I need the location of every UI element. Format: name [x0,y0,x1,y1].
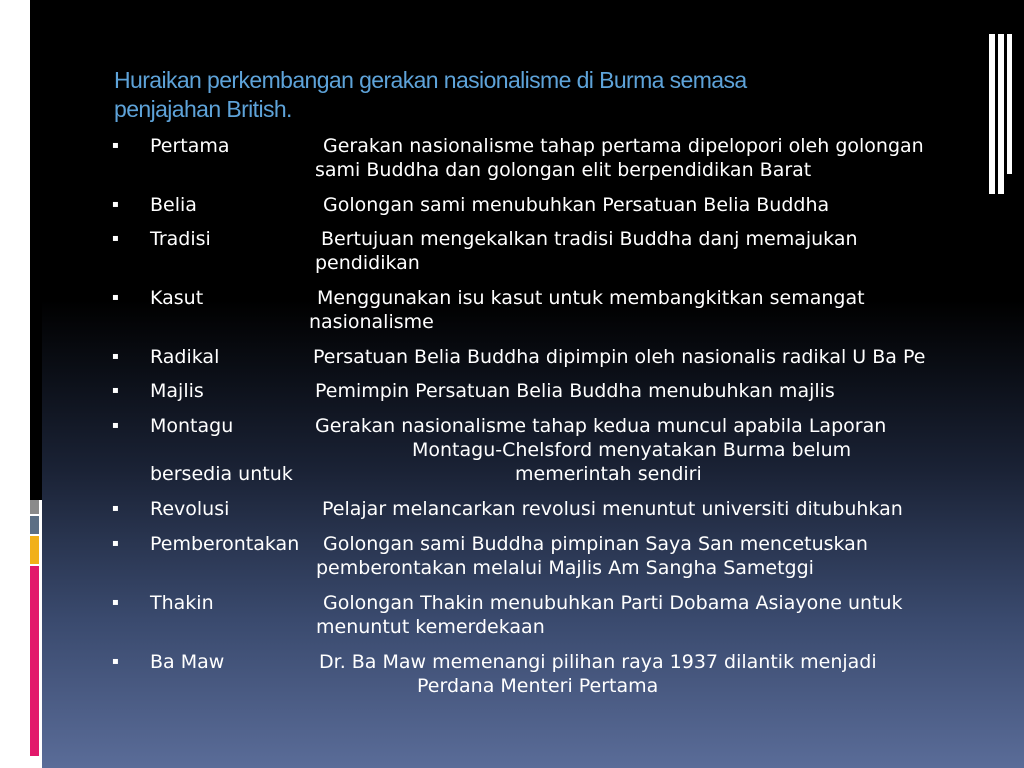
item-desc: Pemimpin Persatuan Belia Buddha menubuhkan majlis [315,380,835,402]
item-key: Pertama [150,135,230,157]
item-desc: Golongan sami menubuhkan Persatuan Belia Buddha [323,194,830,216]
slide-title [114,66,914,124]
item-desc-cont: nasionalisme [309,311,434,333]
item-desc: Golongan Thakin menubuhkan Parti Dobama Asiayone untuk [323,592,903,614]
item-desc: Dr. Ba Maw memenangi pilihan raya 1937 dilantik menjadi [319,651,877,673]
item-key-cont: bersedia untuk [150,463,293,485]
bullet-icon: ▪ [112,233,119,244]
item-key: Belia [150,194,197,216]
item-desc: Pelajar melancarkan revolusi menuntut universiti ditubuhkan [322,498,903,520]
accent-bar-yellow [30,536,39,564]
item-desc-cont: pemberontakan melalui Majlis Am Sangha Sametggi [316,557,814,579]
accent-bar-slate [30,516,39,534]
item-desc-cont: Montagu-Chelsford menyatakan Burma belum [412,439,852,461]
bullet-icon: ▪ [112,597,119,608]
item-key: Revolusi [150,498,230,520]
title-line-2: penjajahan British. [114,96,292,122]
item-desc-cont-2: memerintah sendiri [515,463,702,485]
bullet-icon: ▪ [112,385,119,396]
item-key: Radikal [150,346,220,368]
item-key: Thakin [150,592,214,614]
accent-bar-pink [30,566,39,756]
item-key: Tradisi [150,228,211,250]
item-desc-cont: sami Buddha dan golongan elit berpendidikan Barat [315,159,812,181]
bullet-icon: ▪ [112,538,119,549]
item-desc: Gerakan nasionalisme tahap kedua muncul apabila Laporan [315,415,887,437]
bullet-icon: ▪ [112,140,119,151]
item-key: Kasut [150,287,204,309]
bullet-icon: ▪ [112,292,119,303]
accent-bar-gray [30,500,39,514]
item-desc-cont: pendidikan [315,252,420,274]
item-key: Ba Maw [150,651,225,673]
item-desc-cont: menuntut kemerdekaan [316,616,545,638]
item-desc: Bertujuan mengekalkan tradisi Buddha danj memajukan [321,228,858,250]
item-desc: Persatuan Belia Buddha dipimpin oleh nasionalis radikal U Ba Pe [313,346,926,368]
bullet-icon: ▪ [112,656,119,667]
item-desc: Gerakan nasionalisme tahap pertama dipelopori oleh golongan [323,135,924,157]
item-desc: Golongan sami Buddha pimpinan Saya San mencetuskan [323,533,868,555]
item-key: Pemberontakan [150,533,300,555]
left-bar [30,0,42,500]
item-key: Majlis [150,380,204,402]
item-desc-cont: Perdana Menteri Pertama [417,675,659,697]
bullet-icon: ▪ [112,199,119,210]
bullet-icon: ▪ [112,351,119,362]
bullet-icon: ▪ [112,420,119,431]
item-key: Montagu [150,415,234,437]
item-desc: Menggunakan isu kasut untuk membangkitkan semangat [317,287,865,309]
title-line-1: Huraikan perkembangan gerakan nasionalisme di Burma semasa [114,67,747,93]
bullet-icon: ▪ [112,503,119,514]
